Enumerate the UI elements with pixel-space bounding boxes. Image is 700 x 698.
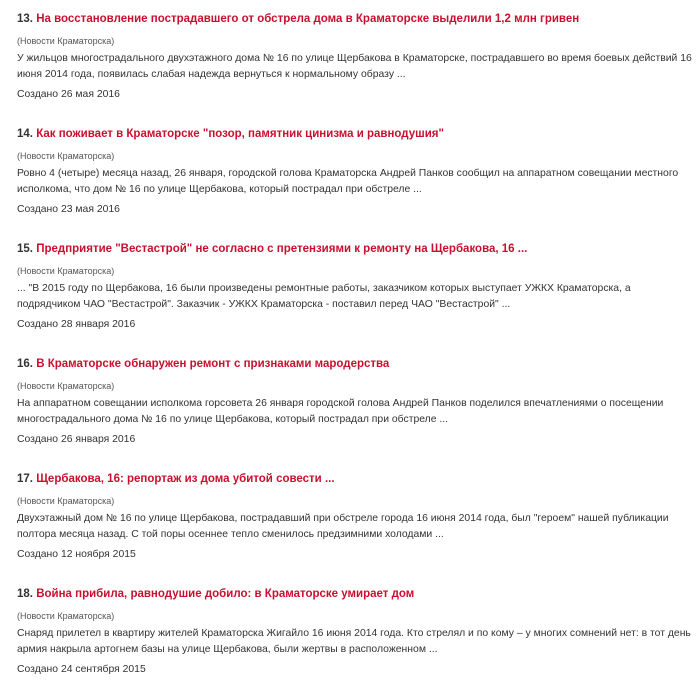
result-number: 16. <box>17 358 33 370</box>
result-title <box>17 357 692 372</box>
result-created-date: Создано 26 мая 2016 <box>17 89 120 100</box>
result-number: 14. <box>17 128 33 140</box>
result-title-link[interactable]: Щербакова, 16: репортаж из дома убитой совести ... <box>36 473 335 485</box>
result-title <box>17 472 692 487</box>
result-title <box>17 242 692 257</box>
result-created-date: Создано 12 ноября 2015 <box>17 549 136 560</box>
result-category: (Новости Краматорска) <box>17 611 115 621</box>
result-category: (Новости Краматорска) <box>17 151 115 161</box>
result-title <box>17 12 692 27</box>
result-number: 18. <box>17 588 33 600</box>
search-result-item <box>17 12 692 123</box>
search-result-item <box>17 357 692 468</box>
result-snippet: ... "В 2015 году по Щербакова, 16 были произведены ремонтные работы, заказчиком которых выступает УЖКХ Краматорска, а подрядчиком ЧАО "Вестастрой". Заказчик - УЖКХ Краматорска - поставил перед ЧАО "Вестастрой" ... <box>17 283 631 310</box>
result-title-link[interactable]: В Краматорске обнаружен ремонт с признаками мародерства <box>36 358 390 370</box>
result-title-link[interactable]: Предприятие "Вестастрой" не согласно с претензиями к ремонту на Щербакова, 16 ... <box>36 243 528 255</box>
result-category: (Новости Краматорска) <box>17 496 115 506</box>
result-title <box>17 127 692 142</box>
search-result-item <box>17 472 692 583</box>
result-category: (Новости Краматорска) <box>17 266 115 276</box>
result-number: 17. <box>17 473 33 485</box>
result-snippet: На аппаратном совещании исполкома горсовета 26 января городской голова Андрей Панков поделился впечатлениями о посещении многострадального дома № 16 по улице Щербакова, который пострадал при обстреле ... <box>17 398 664 425</box>
result-title-link[interactable]: На восстановление пострадавшего от обстрела дома в Краматорске выделили 1,2 млн гривен <box>36 13 580 25</box>
result-created-date: Создано 23 мая 2016 <box>17 204 120 215</box>
search-result-item <box>17 127 692 238</box>
result-snippet: Двухэтажный дом № 16 по улице Щербакова, пострадавший при обстреле города 16 июня 2014 года, был "героем" нашей публикации полтора месяца назад. С той поры осеннее тепло сменилось предзимними холодами ... <box>17 513 669 540</box>
result-number: 13. <box>17 13 33 25</box>
result-snippet: Снаряд прилетел в квартиру жителей Краматорска Жигайло 16 июня 2014 года. Кто стрелял и по кому – у многих сомнений нет: в тот день армия накрыла артогнем базы на улице Щербакова, были жертвы в расположенном ... <box>17 628 691 655</box>
result-category: (Новости Краматорска) <box>17 36 115 46</box>
result-snippet: Ровно 4 (четыре) месяца назад, 26 января, городской голова Краматорска Андрей Панков сообщил на аппаратном совещании местного исполкома, что дом № 16 по улице Щербакова, который пострадал при обстреле ... <box>17 168 679 195</box>
result-created-date: Создано 26 января 2016 <box>17 434 136 445</box>
result-title <box>17 587 692 602</box>
result-title-link[interactable]: Как поживает в Краматорске "позор, памятник цинизма и равнодушия" <box>36 128 444 140</box>
result-number: 15. <box>17 243 33 255</box>
result-category: (Новости Краматорска) <box>17 381 115 391</box>
search-result-item <box>17 587 692 698</box>
search-result-item <box>17 242 692 353</box>
result-created-date: Создано 24 сентября 2015 <box>17 664 146 675</box>
result-created-date: Создано 28 января 2016 <box>17 319 136 330</box>
result-snippet: У жильцов многострадального двухэтажного дома № 16 по улице Щербакова в Краматорске, пострадавшего во время боевых действий 16 июня 2014 года, появилась слабая надежда вернуться к нормальному образу ... <box>17 53 692 80</box>
result-title-link[interactable]: Война прибила, равнодушие добило: в Краматорске умирает дом <box>36 588 415 600</box>
